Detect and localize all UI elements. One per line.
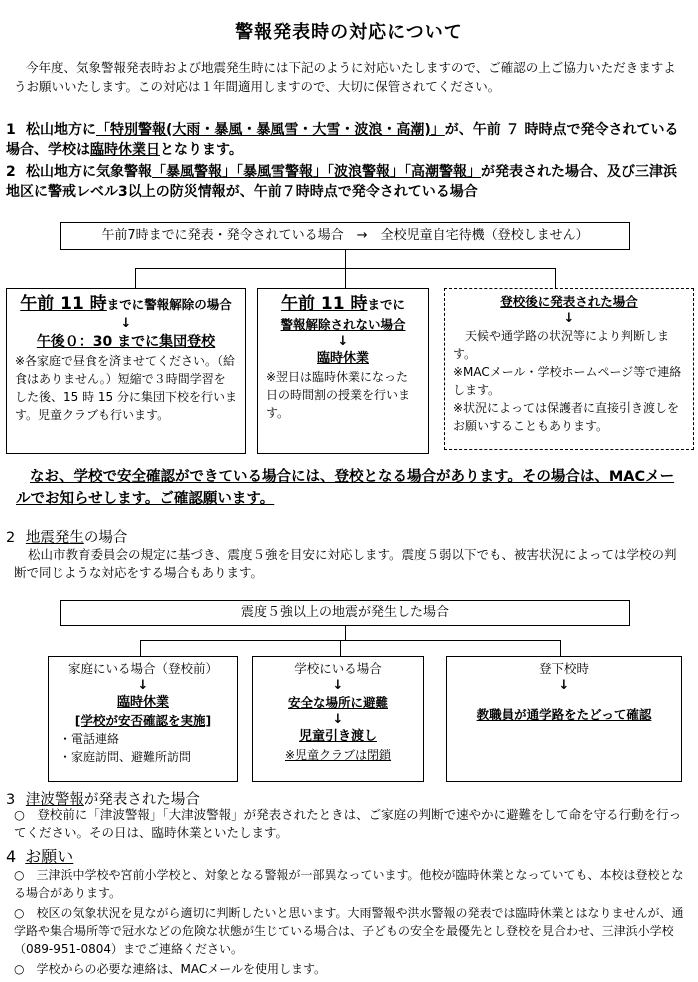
- section-2-number: 2: [6, 530, 16, 546]
- flow1-left-head: までに警報解除の場合: [106, 297, 232, 312]
- item-1-closure: 臨時休業日: [90, 142, 160, 158]
- flow2-commute-result: 教職員が通学路をたどって確認: [476, 707, 652, 722]
- flow1-mid-result: 臨時休業: [316, 351, 369, 366]
- item-1-mid: が、午前 ７ 時時点で発令されている場合、学校は: [6, 122, 679, 158]
- flow1-left-result: 午後０：30 までに集団登校: [36, 334, 216, 350]
- flow2-school-head: 学校にいる場合: [294, 661, 382, 676]
- flow2-home-arrow: ↓: [137, 678, 149, 693]
- flow2-connector: [345, 626, 346, 640]
- intro-paragraph: 今年度、気象警報発表時および地震発生時には下記のように対応いたしますので、ご確認の上ご協力いただきますようお願いいたします。この対応は１年間適用しますので、大切に保管されてください。: [14, 60, 676, 94]
- section-4-heading: [6, 844, 73, 867]
- item-2-warnings: 「暴風警報」「暴風雪警報」「波浪警報」「高潮警報」: [152, 164, 481, 180]
- flow1-left-body: ※各家庭で昼食を済ませてください。（給食はありません。）短縮で３時間学習をした後、15 時 15 分に集団下校を行います。児童クラブも行います。: [15, 354, 237, 422]
- flow1-branch-left: [135, 268, 136, 288]
- flow1-left-time: 午前 11 時: [20, 294, 107, 314]
- item-1: [6, 120, 690, 160]
- flow2-top-box: 震度５強以上の地震が発生した場合: [60, 600, 630, 626]
- flow2-school-note: ※児童クラブは閉鎖: [284, 748, 392, 762]
- flow1-branch-mid: [345, 268, 346, 288]
- flow2-branch-left: [140, 640, 141, 656]
- section-4-bullet-3: ○ 学校からの必要な連絡は、MACメールを使用します。: [14, 962, 327, 976]
- item-1-pre: 松山地方に: [26, 122, 96, 138]
- flow1-left-arrow: ↓: [120, 316, 132, 331]
- flow1-right-arrow: ↓: [563, 311, 575, 326]
- flow2-home-l1: ・電話連絡: [59, 732, 120, 746]
- section-4-bullet-2: ○ 校区の気象状況を見ながら適切に判断したいと思います。大雨警報や洪水警報の発表では臨時休業とはなりませんが、通学路や集合場所等で冠水などの危険な状態が生じている場合は、子どもの安全を最優先とし登校を見合わせ、三津浜小学校（089-951-0804）までご連絡ください。: [14, 906, 684, 956]
- item-1-post: となります。: [160, 142, 243, 158]
- section-3-number: 3: [6, 792, 16, 808]
- flow2-home-result: 臨時休業: [116, 695, 169, 710]
- flow1-branch-right: [555, 268, 556, 288]
- flow1-mid-arrow: ↓: [337, 334, 349, 349]
- flow2-home-sub: [学校が安否確認を実施]: [74, 713, 212, 728]
- flow2-school-arrow2: ↓: [332, 712, 344, 727]
- flow2-home-head: 家庭にいる場合（登校前）: [67, 661, 218, 676]
- safety-note: なお、学校で安全確認ができている場合には、登校となる場合があります。その場合は、MACメールでお知らせします。ご確認願います。: [16, 469, 675, 507]
- flow2-commute-box: [446, 656, 682, 782]
- flow2-school-step: 安全な場所に避難: [287, 695, 388, 710]
- flow1-top-box: 午前7時までに発表・発令されている場合 → 全校児童自宅待機（登校しません）: [60, 222, 630, 250]
- flow1-left-box: [6, 288, 246, 454]
- section-4-bullet-1: ○ 三津浜中学校や宮前小学校と、対象となる警報が一部異なっています。他校が臨時休業となっていても、本校は登校となる場合があります。: [14, 868, 684, 900]
- flow2-school-result: 児童引き渡し: [298, 729, 377, 744]
- section-4-number: 4: [6, 847, 17, 866]
- section-2-heading: [6, 526, 127, 547]
- item-1-warning: 「特別警報(大雨・暴風・暴風雪・大雪・波浪・高潮)」: [96, 122, 445, 138]
- flow2-school-arrow: ↓: [332, 678, 344, 693]
- section-3-body: ○ 登校前に「津波警報」「大津波警報」が発表されたときは、ご家庭の判断で速やかに避難をして命を守る行動を行ってください。その日は、臨時休業といたします。: [14, 807, 682, 840]
- item-2-pre: 松山地方に気象警報: [26, 164, 152, 180]
- item-2-mid: が発表された場合、及び三津浜地区に警戒レベル3以上の防災情報が、午前７時時点で発令されている場合: [6, 164, 677, 200]
- flow1-mid-head1: までに: [367, 297, 405, 312]
- section-3-title-rest: が発表された場合: [83, 792, 200, 808]
- flow1-right-body2: ※MACメール・学校ホームページ等で連絡します。: [453, 365, 682, 397]
- flow1-mid-head2: 警報解除されない場合: [280, 317, 406, 332]
- flow1-connector: [345, 250, 346, 268]
- flow1-middle-box: [257, 288, 429, 454]
- section-2-title-rest: の場合: [83, 530, 128, 546]
- flow1-right-body3: ※状況によっては保護者に直接引き渡しをお願いすることもあります。: [453, 401, 680, 433]
- flow1-right-box: [444, 288, 694, 450]
- flow2-commute-arrow: ↓: [558, 678, 570, 693]
- page-title: 警報発表時の対応について: [235, 22, 463, 43]
- item-2: [6, 162, 690, 202]
- section-4-title: お願い: [25, 847, 74, 866]
- flow2-home-box: [48, 656, 238, 782]
- flow1-right-head: 登校後に発表された場合: [500, 294, 638, 309]
- section-3-title: 津波警報: [25, 792, 84, 808]
- flow2-school-box: [252, 656, 424, 782]
- flow2-commute-head: 登下校時: [538, 661, 589, 676]
- item-1-number: 1: [6, 122, 16, 138]
- section-2-body: 松山市教育委員会の規定に基づき、震度５強を目安に対応します。震度５弱以下でも、被害状況によっては学校の判断で同じような対応をする場合もあります。: [14, 547, 677, 580]
- flow1-right-body1: 天候や通学路の状況等により判断します。: [453, 329, 670, 361]
- section-2-title: 地震発生: [25, 530, 84, 546]
- flow2-home-l2: ・家庭訪問、避難所訪問: [59, 750, 192, 764]
- flow2-branch-mid: [340, 640, 341, 656]
- flow2-branch-right: [560, 640, 561, 656]
- flow1-mid-body: ※翌日は臨時休業になった日の時間割の授業を行います。: [266, 370, 411, 420]
- item-2-number: 2: [6, 164, 16, 180]
- flow2-branch-line: [140, 640, 560, 641]
- flow1-mid-time: 午前 11 時: [280, 294, 368, 314]
